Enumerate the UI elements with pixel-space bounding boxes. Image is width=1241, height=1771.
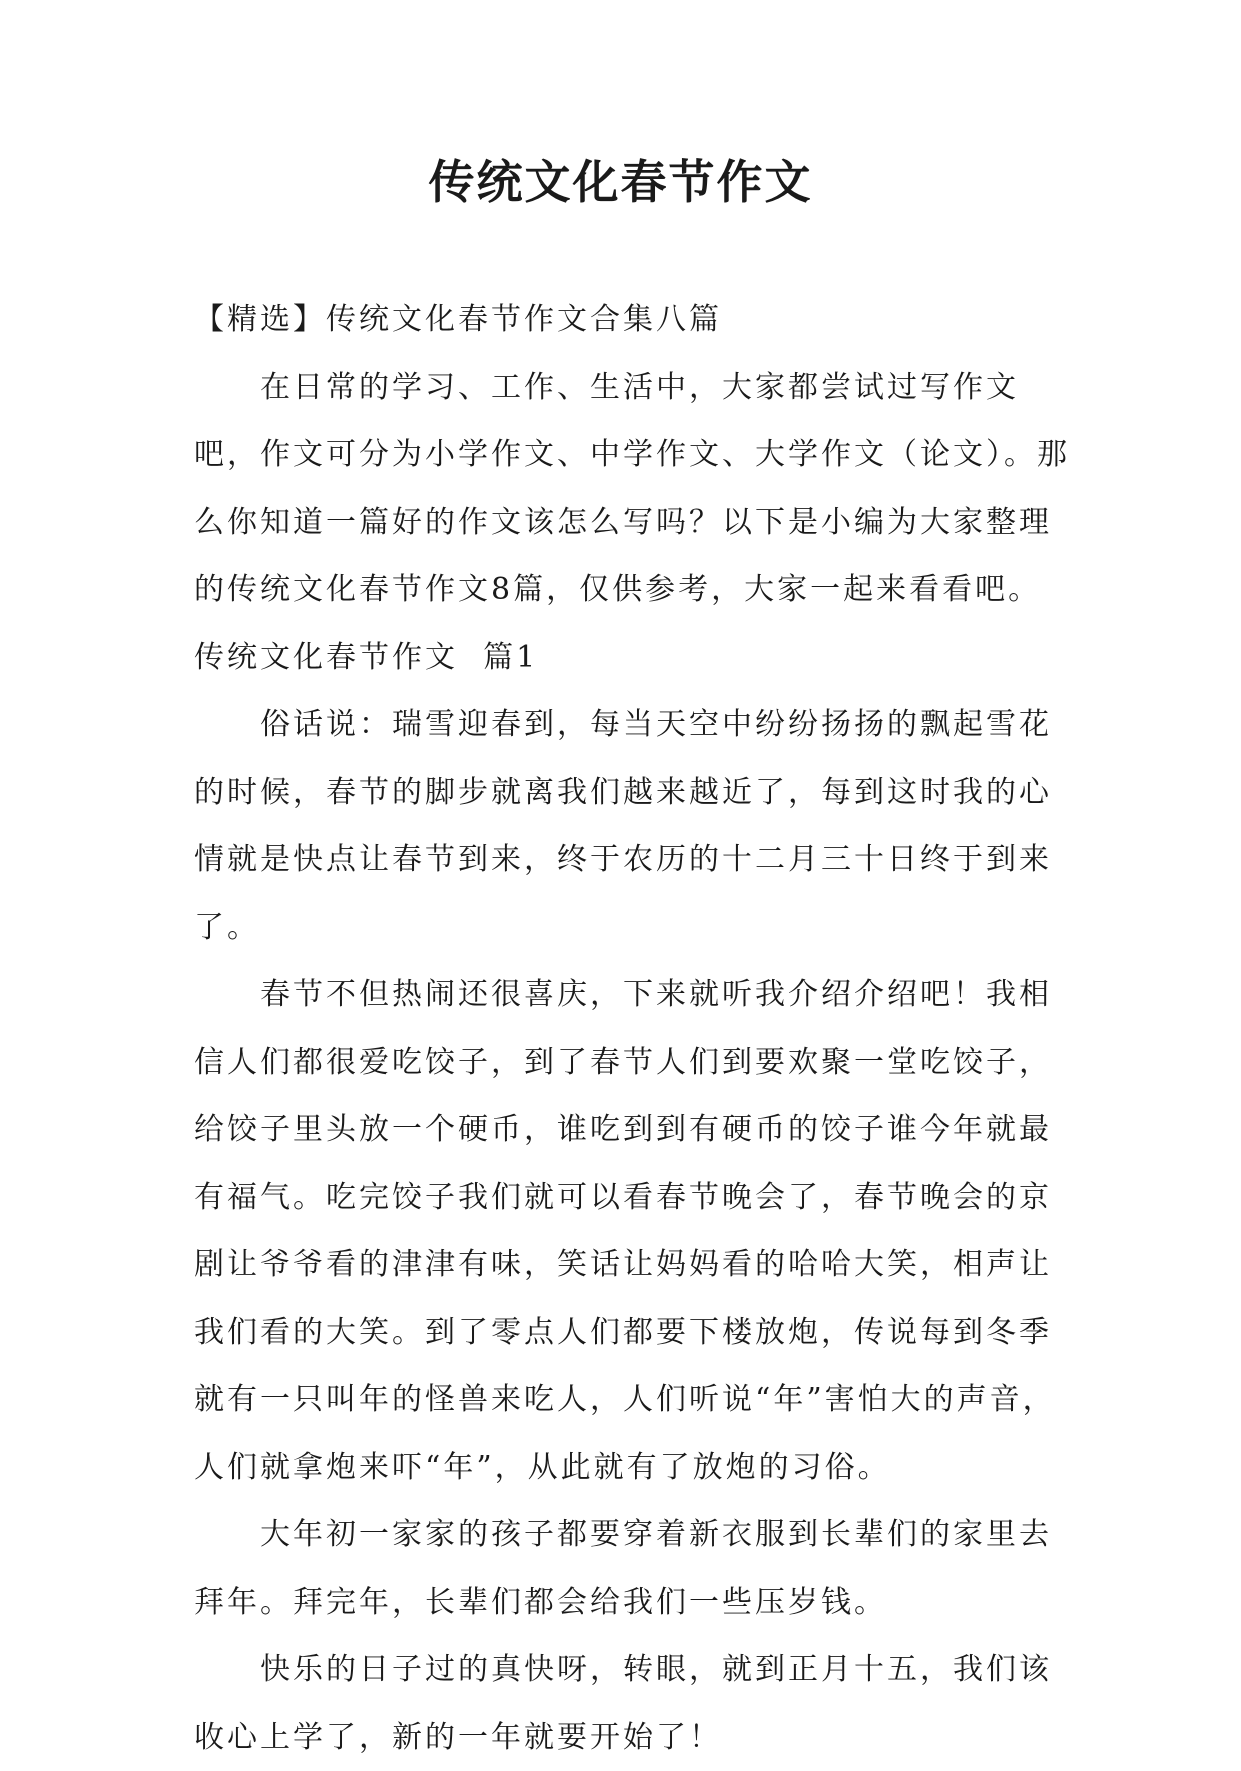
document-title: 传统文化春节作文 [428, 155, 813, 209]
body-paragraph: 大年初一家家的孩子都要穿着新衣服到长辈们的家里去拜年。拜完年，长辈们都会给我们一些压岁钱。 [194, 1517, 1052, 1620]
intro-paragraph: 在日常的学习、工作、生活中，大家都尝试过写作文吧，作文可分为小学作文、中学作文、大学作文（论文）。那么你知道一篇好的作文该怎么写吗？以下是小编为大家整理的传统文化春节作文8篇，仅供参考，大家一起来看看吧。 [194, 369, 1070, 607]
section-heading: 传统文化春节作文 篇1 [194, 639, 539, 675]
body-paragraph: 快乐的日子过的真快呀，转眼，就到正月十五，我们该收心上学了，新的一年就要开始了！ [194, 1652, 1052, 1755]
document-body [194, 286, 1074, 1771]
body-paragraph: 春节不但热闹还很喜庆，下来就听我介绍介绍吧！我相信人们都很爱吃饺子，到了春节人们到要欢聚一堂吃饺子，给饺子里头放一个硬币，谁吃到到有硬币的饺子谁今年就最有福气。吃完饺子我们就可以看春节晚会了，春节晚会的京剧让爷爷看的津津有味，笑话让妈妈看的哈哈大笑，相声让我们看的大笑。到了零点人们都要下楼放炮，传说每到冬季就有一只叫年的怪兽来吃人，人们听说“年”害怕大的声音，人们就拿炮来吓“年”，从此就有了放炮的习俗。 [194, 977, 1056, 1485]
body-paragraph: 俗话说：瑞雪迎春到，每当天空中纷纷扬扬的飘起雪花的时候，春节的脚步就离我们越来越近了，每到这时我的心情就是快点让春节到来，终于农历的十二月三十日终于到来了。 [194, 707, 1052, 945]
collection-subtitle: 【精选】传统文化春节作文合集八篇 [194, 302, 722, 337]
